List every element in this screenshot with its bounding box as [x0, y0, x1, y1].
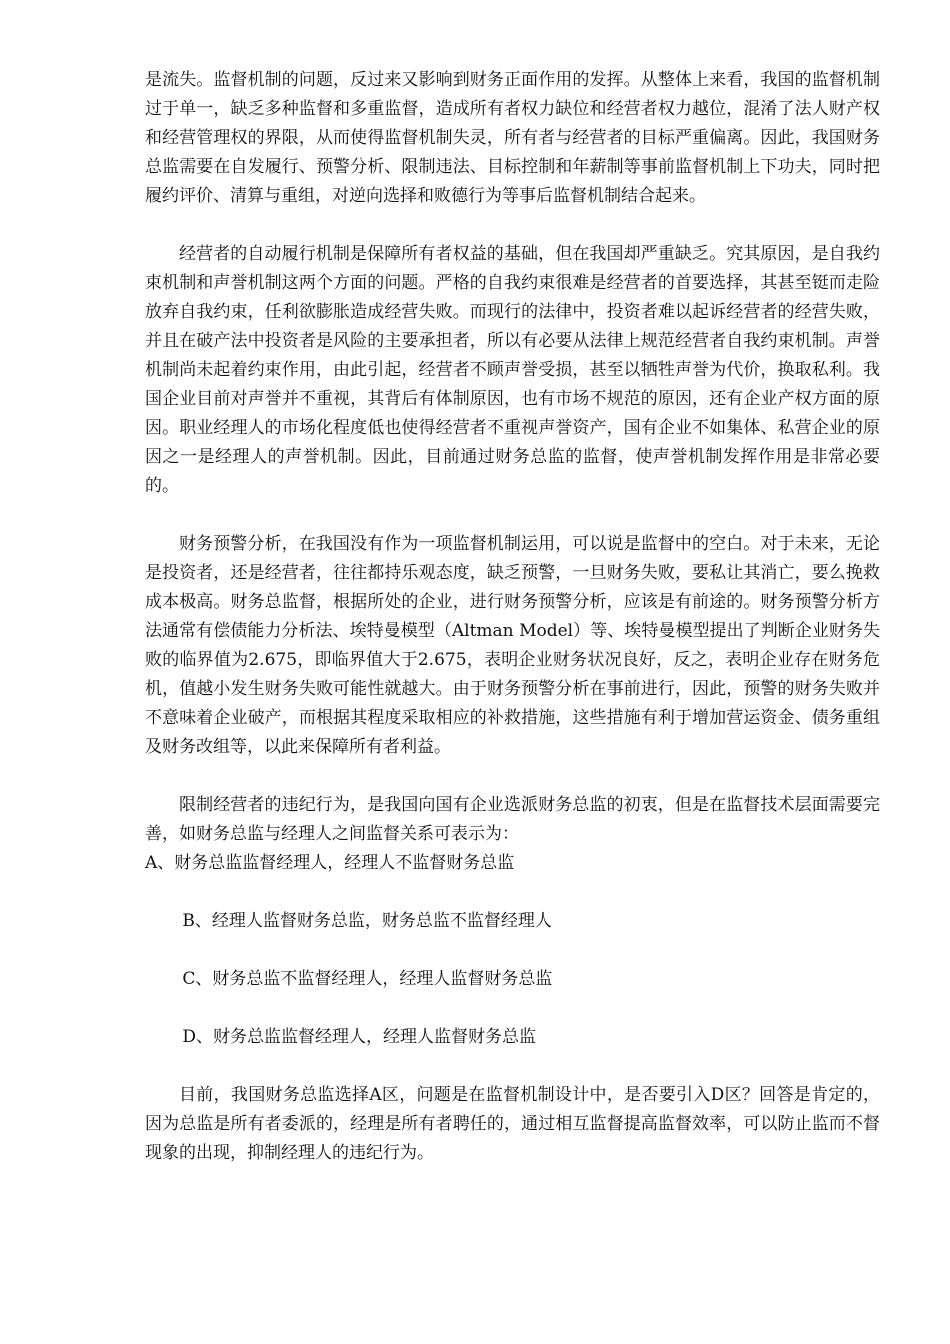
document-body [145, 66, 880, 1168]
option-d: D、财务总监监督经理人，经理人监督财务总监 [182, 1027, 537, 1047]
paragraph-5: 目前，我国财务总监选择A区，问题是在监督机制设计中，是否要引入D区？回答是肯定的，因为总监是所有者委派的，经理是所有者聘任的，通过相互监督提高监督效率，可以防止监而不督现象的出现，抑制经理人的违纪行为。 [145, 1085, 880, 1163]
paragraph-4: 限制经营者的违纪行为，是我国向国有企业选派财务总监的初衷，但是在监督技术层面需要完善，如财务总监与经理人之间监督关系可表示为： [145, 795, 880, 844]
paragraph-1: 是流失。监督机制的问题，反过来又影响到财务正面作用的发挥。从整体上来看，我国的监督机制过于单一，缺乏多种监督和多重监督，造成所有者权力缺位和经营者权力越位，混淆了法人财产权和经营管理权的界限，从而使得监督机制失灵，所有者与经营者的目标严重偏离。因此，我国财务总监需要在自发履行、预警分析、限制违法、目标控制和年薪制等事前监督机制上下功夫，同时把履约评价、清算与重组，对逆向选择和败德行为等事后监督机制结合起来。 [145, 70, 880, 206]
option-b: B、经理人监督财务总监，财务总监不监督经理人 [182, 911, 552, 931]
paragraph-3: 财务预警分析，在我国没有作为一项监督机制运用，可以说是监督中的空白。对于未来，无论是投资者，还是经营者，往往都持乐观态度，缺乏预警，一旦财务失败，要私让其消亡，要么挽救成本极高。财务总监督，根据所处的企业，进行财务预警分析，应该是有前途的。财务预警分析方法通常有偿债能力分析法、埃特曼模型（Altman Model）等、埃特曼模型提出了判断企业财务失败的临界值为2.675，即临界值大于2.675，表明企业财务状况良好，反之，表明企业存在财务危机，值越小发生财务失败可能性就越大。由于财务预警分析在事前进行，因此，预警的财务失败并不意味着企业破产，而根据其程度采取相应的补救措施，这些措施有利于增加营运资金、债务重组及财务改组等，以此来保障所有者利益。 [145, 534, 880, 757]
paragraph-2: 经营者的自动履行机制是保障所有者权益的基础，但在我国却严重缺乏。究其原因，是自我约束机制和声誉机制这两个方面的问题。严格的自我约束很难是经营者的首要选择，其甚至铤而走险放弃自我约束，任利欲膨胀造成经营失败。而现行的法律中，投资者难以起诉经营者的经营失败，并且在破产法中投资者是风险的主要承担者，所以有必要从法律上规范经营者自我约束机制。声誉机制尚未起着约束作用，由此引起，经营者不顾声誉受损，甚至以牺牲声誉为代价，换取私利。我国企业目前对声誉并不重视，其背后有体制原因，也有市场不规范的原因，还有企业产权方面的原因。职业经理人的市场化程度低也使得经营者不重视声誉资产，国有企业不如集体、私营企业的原因之一是经理人的声誉机制。因此，目前通过财务总监的监督，使声誉机制发挥作用是非常必要的。 [145, 244, 880, 496]
option-a: A、财务总监监督经理人，经理人不监督财务总监 [145, 853, 515, 873]
option-c: C、财务总监不监督经理人，经理人监督财务总监 [182, 969, 553, 989]
